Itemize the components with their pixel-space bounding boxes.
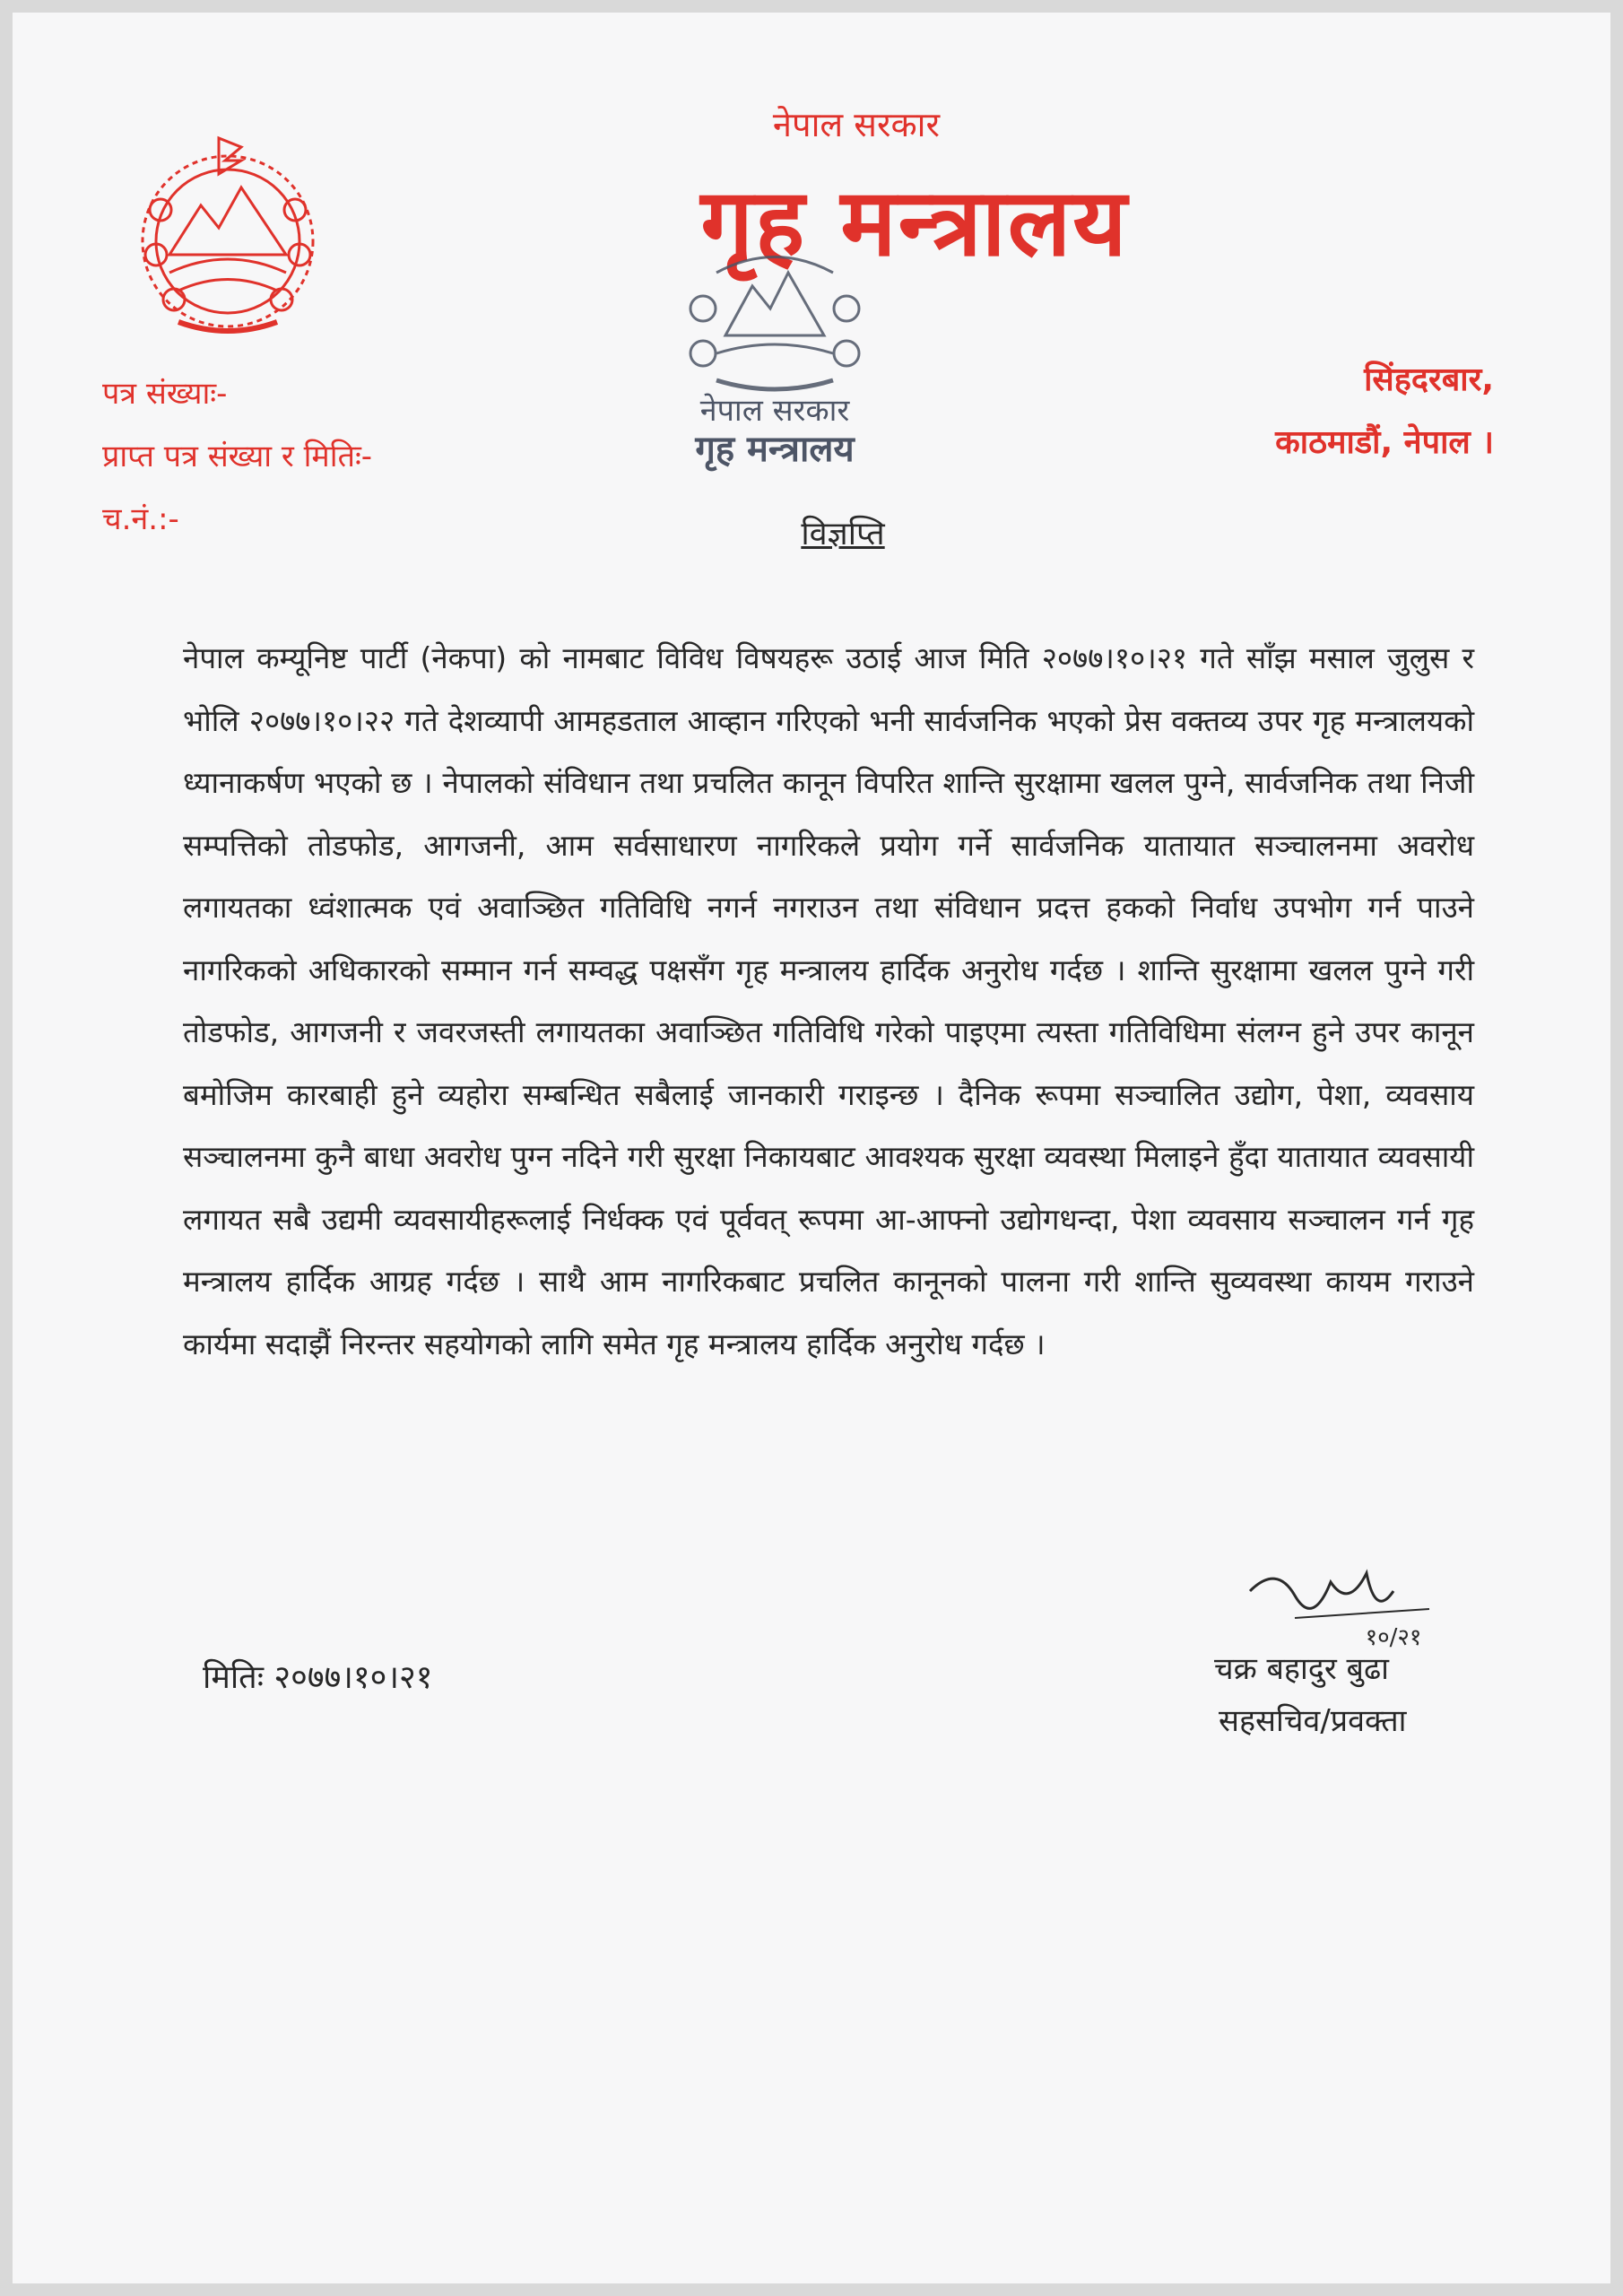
signature-date: १०/२१ [1365, 1624, 1422, 1651]
signature-scribble-icon [1241, 1555, 1447, 1654]
ministry-title: गृह मन्त्रालय [700, 168, 1129, 277]
stamp-emblem-icon [663, 237, 887, 479]
letter-number-label: पत्र संख्याः- [102, 376, 228, 412]
signature [1241, 1555, 1447, 1654]
stamp-line-1: नेपाल सरकार [699, 393, 850, 429]
address-line-2: काठमाडौं, नेपाल । [1275, 424, 1494, 461]
address-line-1: सिंहदरबार, [1364, 361, 1494, 398]
notice-date: मितिः २०७७।१०।२१ [203, 1659, 433, 1696]
signatory-title: सहसचिव/प्रवक्ता [1219, 1703, 1407, 1739]
stamp-line-2: गृह मन्त्रालय [695, 429, 855, 470]
received-letter-label: प्राप्त पत्र संख्या र मितिः- [102, 439, 373, 474]
notice-title: विज्ञप्ति [801, 516, 885, 552]
signatory-name: चक्र बहादुर बुढा [1214, 1651, 1389, 1687]
document-page [13, 13, 1610, 2283]
header-subtitle: नेपाल सरकार [772, 105, 941, 144]
dispatch-number-label: च.नं.:- [102, 501, 179, 537]
ministry-stamp [663, 237, 887, 479]
ministry-address [1275, 349, 1494, 474]
notice-body: नेपाल कम्यूनिष्ट पार्टी (नेकपा) को नामबाट विविध विषयहरू उठाई आज मिति २०७७।१०।२१ गते साँझ मसाल जुलुस र भोलि २०७७।१०।२२ गते देशव्यापी आमहडताल आव्हान गरिएको भनी सार्वजनिक भएको प्रेस वक्तव्य उपर गृह मन्त्रालयको ध्यानाकर्षण भएको छ । नेपालको संविधान तथा प्रचलित कानून विपरित शान्ति सुरक्षामा खलल पुग्ने, सार्वजनिक तथा निजी सम्पत्तिको तोडफोड, आगजनी, आम सर्वसाधारण नागरिकले प्रयोग गर्ने सार्वजनिक यातायात सञ्चालनमा अवरोध लगायतका ध्वंशात्मक एवं अवाञ्छित गतिविधि नगर्न नगराउन तथा संविधान प्रदत्त हकको निर्वाध उपभोग गर्न पाउने नागरिकको अधिकारको सम्मान गर्न सम्वद्ध पक्षसँग गृह मन्त्रालय हार्दिक अनुरोध गर्दछ । शान्ति सुरक्षामा खलल पुग्ने गरी तोडफोड, आगजनी र जवरजस्ती लगायतका अवाञ्छित गतिविधि गरेको पाइएमा त्यस्ता गतिविधिमा संलग्न हुने उपर कानून बमोजिम कारबाही हुने व्यहोरा सम्बन्धित सबैलाई जानकारी गराइन्छ । दैनिक रूपमा सञ्चालित उद्योग, पेशा, व्यवसाय सञ्चालनमा कुनै बाधा अवरोध पुग्न नदिने गरी सुरक्षा निकायबाट आवश्यक सुरक्षा व्यवस्था मिलाइने हुँदा यातायात व्यवसायी लगायत सबै उद्यमी व्यवसायीहरूलाई निर्धक्क एवं पूर्ववत् रूपमा आ-आफ्नो उद्योगधन्दा, पेशा व्यवसाय सञ्चालन गर्न गृह मन्त्रालय हार्दिक आग्रह गर्दछ । साथै आम नागरिकबाट प्रचलित कानूनको पालना गरी शान्ति सुव्यवस्था कायम गराउने कार्यमा सदाझैं निरन्तर सहयोगको लागि समेत गृह मन्त्रालय हार्दिक अनुरोध गर्दछ । [183, 640, 1474, 1361]
